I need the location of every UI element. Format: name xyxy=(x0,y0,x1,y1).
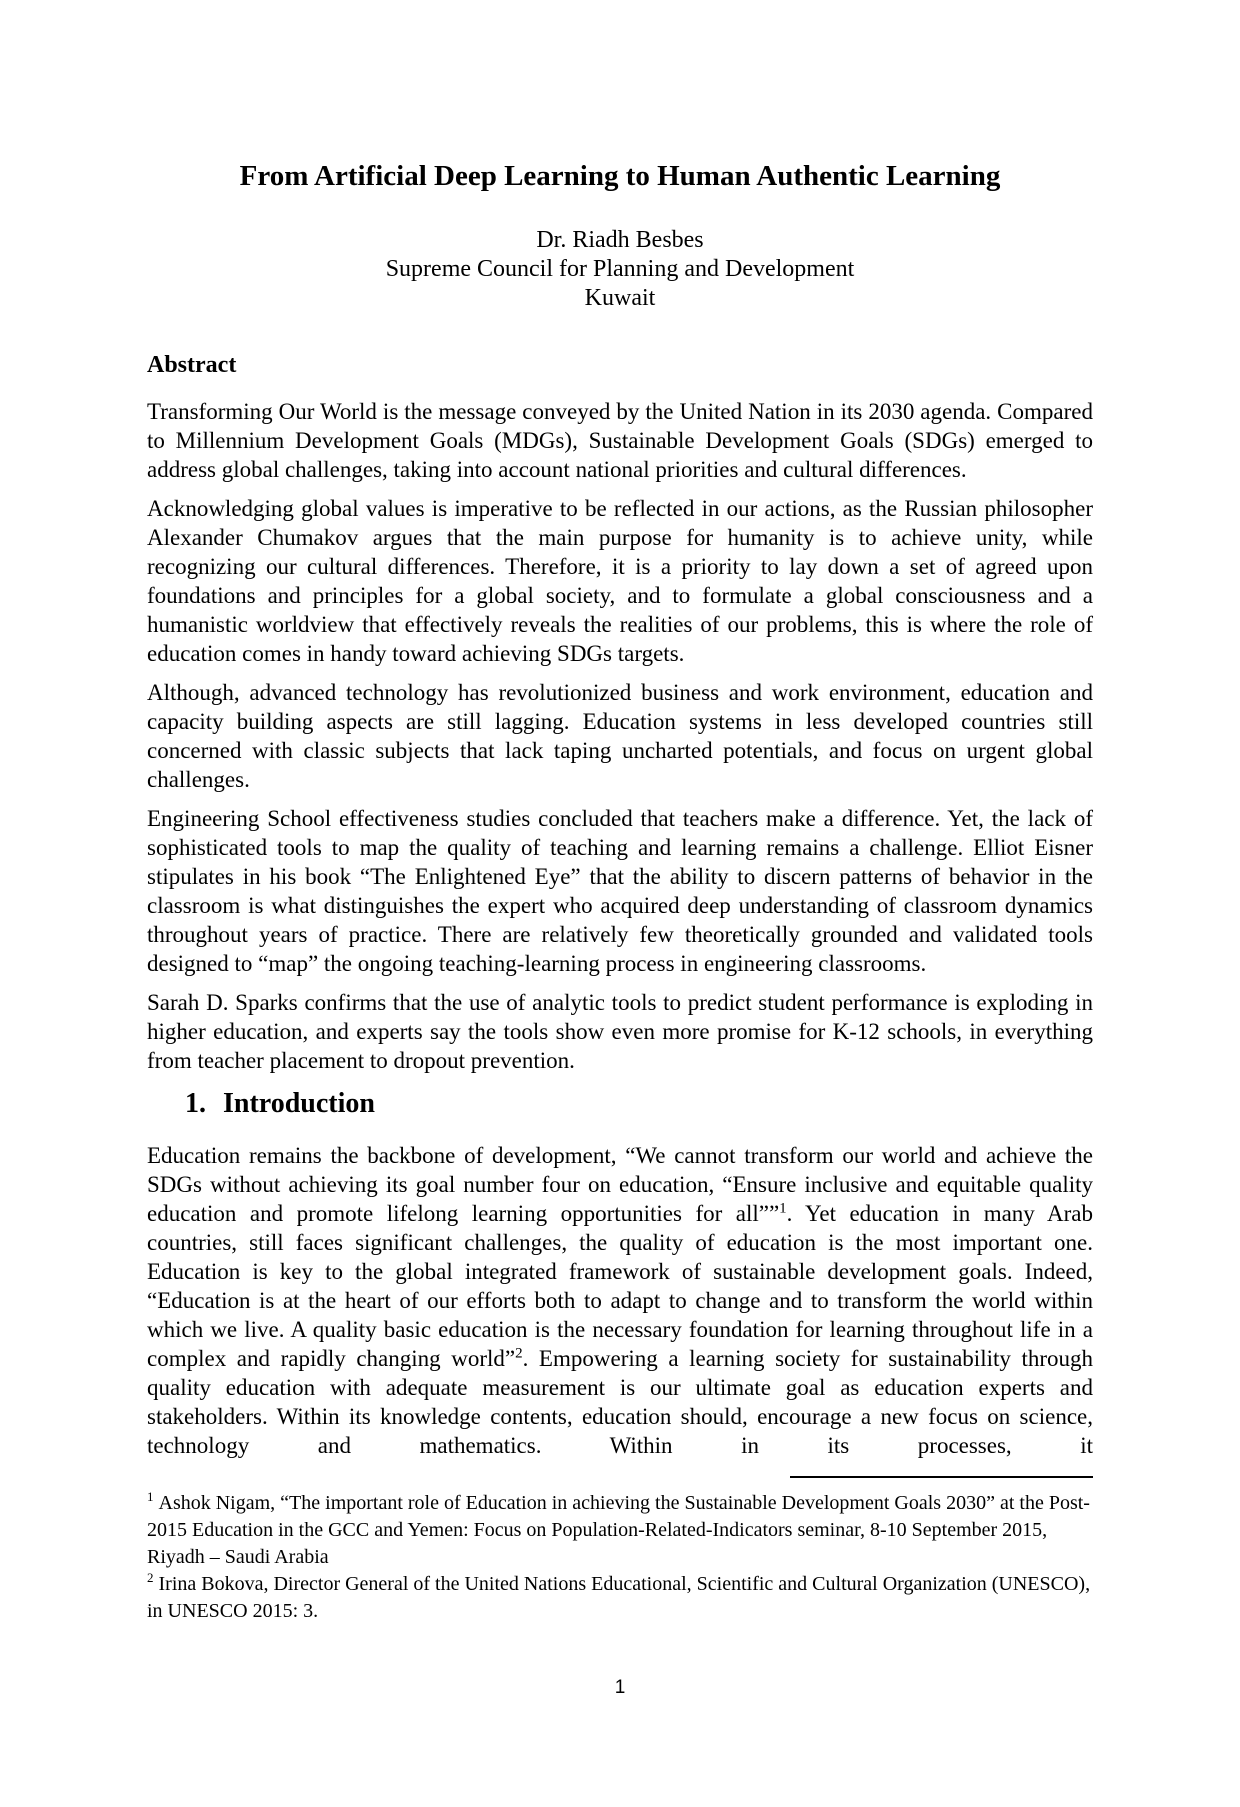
author-location: Kuwait xyxy=(584,285,656,311)
abstract-paragraph-4: Engineering School effectiveness studies concluded that teachers make a difference. Yet, the lack of sophisticated tools to map the quality of teaching and learning remains a challenge. Elliot Eisner stipulates in his book “The Enlightened Eye” that the ability to discern patterns of behavior in the classroom is what distinguishes the expert who acquired deep understanding of classroom dynamics throughout years of practice. There are relatively few theoretically grounded and validated tools designed to “map” the ongoing teaching-learning process in engineering classrooms. xyxy=(147,806,1093,976)
page-number: 1 xyxy=(614,1677,626,1698)
footnote-1-text: Ashok Nigam, “The important role of Education in achieving the Sustainable Development Goals 2030” at the Post-2015 Education in the GCC and Yemen: Focus on Population-Related-Indicators seminar, 8-10 September 2015, Riyadh – Saudi Arabia xyxy=(147,1492,1090,1568)
abstract-paragraph-3: Although, advanced technology has revolutionized business and work environment, education and capacity building aspects are still lagging. Education systems in less developed countries still concerned with classic subjects that lack taping uncharted potentials, and focus on urgent global challenges. xyxy=(147,680,1093,792)
section-title: Introduction xyxy=(223,1088,375,1119)
abstract-paragraph-2: Acknowledging global values is imperative to be reflected in our actions, as the Russian philosopher Alexander Chumakov argues that the main purpose for humanity is to achieve unity, while recognizing our cultural differences. Therefore, it is a priority to lay down a set of agreed upon foundations and principles for a global society, and to formulate a global consciousness and a humanistic worldview that effectively reveals the realities of our problems, this is where the role of education comes in handy toward achieving SDGs targets. xyxy=(147,496,1093,666)
footnote-reference: 2 xyxy=(515,1345,523,1362)
author-affiliation: Supreme Council for Planning and Development xyxy=(385,256,855,282)
abstract-heading: Abstract xyxy=(147,352,237,378)
paper-title: From Artificial Deep Learning to Human Authentic Learning xyxy=(239,160,1001,192)
author-name: Dr. Riadh Besbes xyxy=(536,227,704,253)
section-number: 1. xyxy=(185,1088,206,1119)
introduction-paragraph: Education remains the backbone of development, “We cannot transform our world and achieve the SDGs without achieving its goal number four on education, “Ensure inclusive and equitable quality education and promote lifelong learning opportunities for all””$^1$. Yet education in many Arab countries, still faces significant challenges, the quality of education is the most important one. Education is key to the global integrated framework of sustainable development goals. Indeed, “Education is at the heart of our efforts both to adapt to change and to transform the world within which we live. A quality basic education is the necessary foundation for learning throughout life in a complex and rapidly changing world”$^2$. Empowering a learning society for sustainability through quality education with adequate measurement is our ultimate goal as education experts and stakeholders. Within its knowledge contents, education should, encourage a new focus on science, technology and mathematics. Within in its processes, it xyxy=(147,1143,1094,1458)
footnote-2-marker: 2 xyxy=(147,1570,154,1586)
footnote-2 xyxy=(147,1571,1093,1625)
footnote-separator-rule xyxy=(790,1476,1093,1478)
section-heading-introduction xyxy=(147,1089,1093,1119)
footnotes-block xyxy=(147,1490,1093,1625)
author-block xyxy=(147,226,1093,313)
footnote-1 xyxy=(147,1490,1093,1571)
abstract-paragraph-1: Transforming Our World is the message conveyed by the United Nation in its 2030 agenda. Compared to Millennium Development Goals (MDGs), Sustainable Development Goals (SDGs) emerged to address global challenges, taking into account national priorities and cultural differences. xyxy=(147,399,1093,482)
abstract-paragraph-5: Sarah D. Sparks confirms that the use of analytic tools to predict student performance is exploding in higher education, and experts say the tools show even more promise for K-12 schools, in everything from teacher placement to dropout prevention. xyxy=(147,990,1093,1073)
footnote-reference: 1 xyxy=(779,1200,787,1217)
footnote-1-marker: 1 xyxy=(147,1489,154,1505)
footnote-2-text: Irina Bokova, Director General of the United Nations Educational, Scientific and Cultural Organization (UNESCO), in UNESCO 2015: 3. xyxy=(147,1573,1091,1622)
